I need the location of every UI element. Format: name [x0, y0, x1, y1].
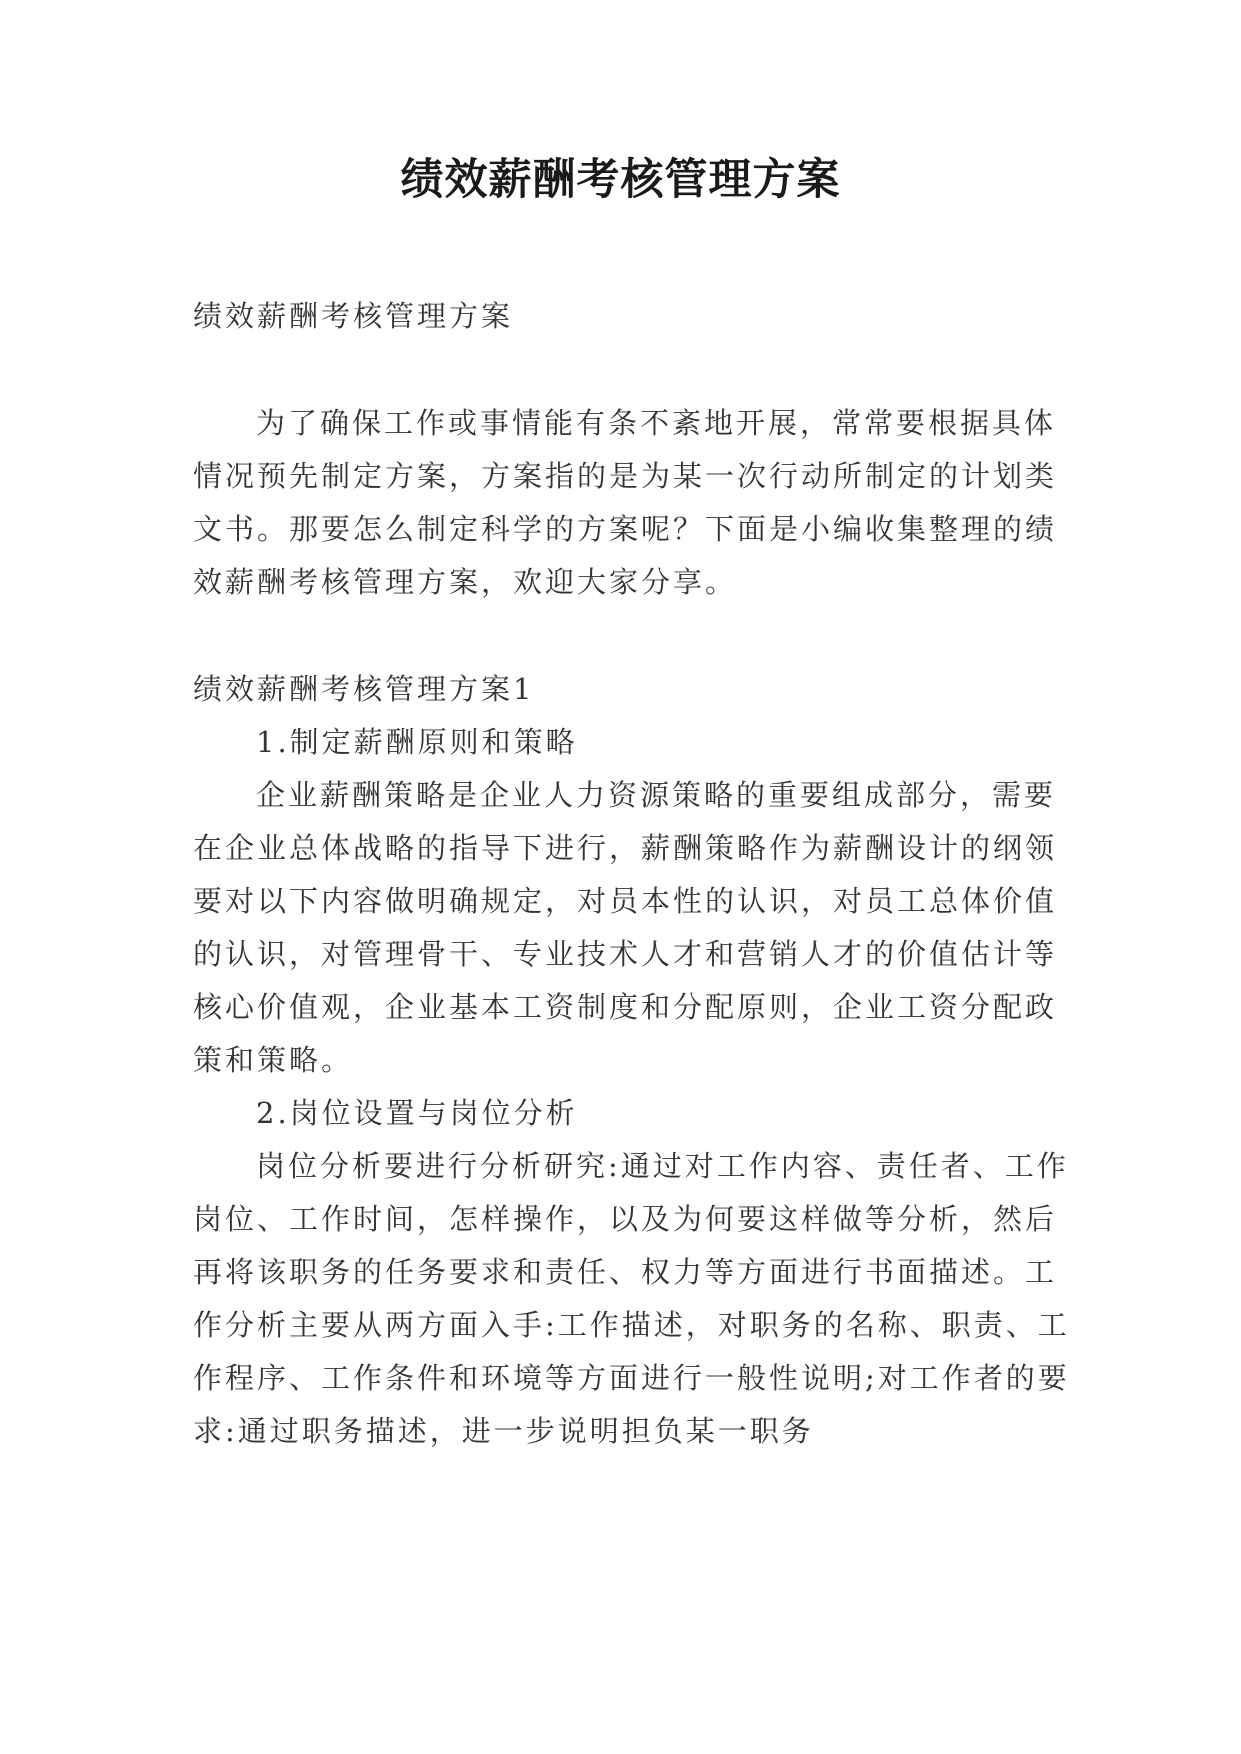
document-title: 绩效薪酬考核管理方案 — [400, 155, 841, 205]
section-title: 绩效薪酬考核管理方案1 — [193, 672, 535, 706]
document-subtitle: 绩效薪酬考核管理方案 — [193, 299, 514, 333]
document-body — [193, 290, 1073, 1458]
item-heading-2: 2.岗位设置与岗位分析 — [256, 1096, 578, 1130]
item-body-1: 企业薪酬策略是企业人力资源策略的重要组成部分，需要在企业总体战略的指导下进行，薪酬策略作为薪酬设计的纲领要对以下内容做明确规定，对员本性的认识，对员工总体价值的认识，对管理骨干、专业技术人才和营销人才的价值估计等核心价值观，企业基本工资制度和分配原则，企业工资分配政策和策略。 — [193, 778, 1058, 1077]
intro-paragraph: 为了确保工作或事情能有条不紊地开展，常常要根据具体情况预先制定方案，方案指的是为某一次行动所制定的计划类文书。那要怎么制定科学的方案呢？下面是小编收集整理的绩效薪酬考核管理方案，欢迎大家分享。 — [193, 406, 1058, 599]
item-heading-1: 1.制定薪酬原则和策略 — [256, 725, 578, 759]
item-body-2: 岗位分析要进行分析研究:通过对工作内容、责任者、工作岗位、工作时间，怎样操作，以及为何要这样做等分析，然后再将该职务的任务要求和责任、权力等方面进行书面描述。工作分析主要从两方面入手:工作描述，对职务的名称、职责、工作程序、工作条件和环境等方面进行一般性说明;对工作者的要求:通过职务描述，进一步说明担负某一职务 — [193, 1149, 1070, 1448]
